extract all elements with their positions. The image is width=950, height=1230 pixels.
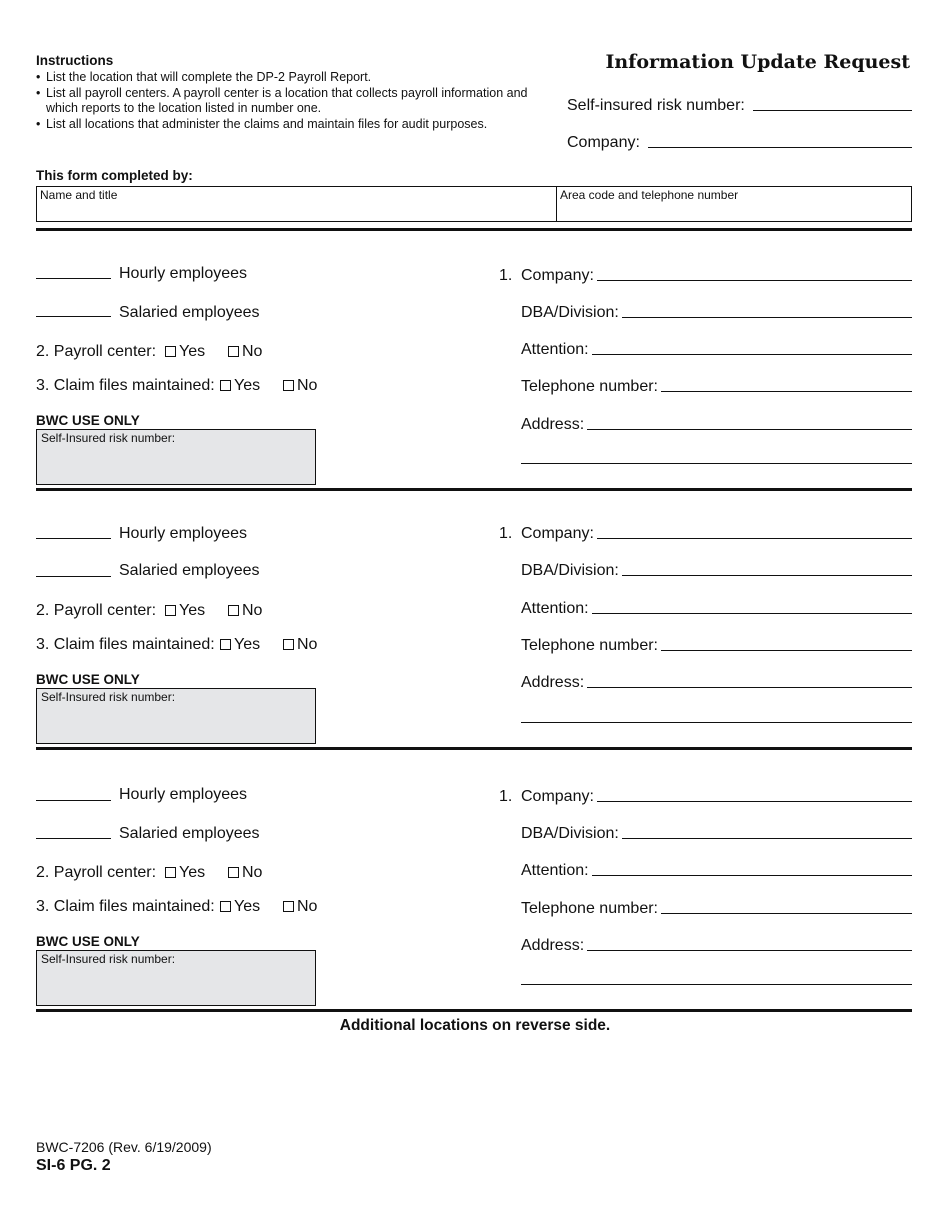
dba-line[interactable] [622,317,912,318]
dba-label: DBA/Division: [521,562,619,579]
hourly-label: Hourly employees [119,525,248,542]
attention-field[interactable] [521,341,912,359]
claim-no-checkbox[interactable] [283,380,294,391]
address-line-2[interactable] [521,984,912,985]
bwc-risk-number-box [36,950,316,1006]
name-title-label: Name and title [40,188,118,202]
attention-line[interactable] [592,354,912,355]
bwc-risk-number-box [36,429,316,485]
company-label: Company: [521,788,594,805]
address-line[interactable] [587,429,912,430]
bwc-risk-number-box [36,688,316,744]
claim-yes-checkbox[interactable] [220,901,231,912]
page-number: SI-6 PG. 2 [36,1157,111,1174]
hourly-label: Hourly employees [119,265,248,282]
name-title-cell[interactable] [37,187,557,221]
salaried-count-line[interactable] [36,316,111,317]
divider [36,1009,912,1012]
item-number-one: 1. [499,267,513,284]
attention-label: Attention: [521,600,589,617]
telephone-label: Telephone number: [521,900,658,917]
page-title: Information Update Request [605,51,910,73]
bwc-risk-number-label: Self-Insured risk number: [41,431,176,445]
payroll-center-label: 2. Payroll center: [36,864,157,881]
payroll-yes-option[interactable]: Yes [165,864,205,882]
instruction-item: • List all payroll centers. A payroll center is a location that collects payroll information and which reports to the location listed in number one. [36,86,546,117]
bwc-use-only-label: BWC USE ONLY [36,413,140,428]
dba-label: DBA/Division: [521,304,619,321]
company-label: Company: [521,267,594,284]
header-company-label: Company: [567,134,640,151]
hourly-label: Hourly employees [119,786,248,803]
attention-line[interactable] [592,613,912,614]
instruction-item: • List all locations that administer the claims and maintain files for audit purposes. [36,117,546,133]
payroll-no-option[interactable]: No [228,864,262,882]
telephone-line[interactable] [661,913,912,914]
payroll-yes-option[interactable]: Yes [165,343,205,361]
payroll-yes-checkbox[interactable] [165,605,176,616]
salaried-label: Salaried employees [119,825,260,842]
divider [36,488,912,491]
payroll-yes-option[interactable]: Yes [165,602,205,620]
company-field[interactable] [521,788,912,806]
attention-label: Attention: [521,341,589,358]
attention-field[interactable] [521,862,912,880]
claim-files-label: 3. Claim files maintained: [36,636,215,653]
risk-number-field[interactable] [567,97,912,115]
claim-no-option[interactable]: No [283,898,317,916]
telephone-field[interactable] [521,378,912,396]
claim-no-checkbox[interactable] [283,639,294,650]
dba-label: DBA/Division: [521,825,619,842]
phone-label: Area code and telephone number [560,188,739,202]
payroll-center-label: 2. Payroll center: [36,602,157,619]
address-field[interactable] [521,937,912,955]
dba-field[interactable] [521,825,912,843]
hourly-count-line[interactable] [36,800,111,801]
divider [36,228,912,231]
completed-by-label: This form completed by: [36,168,193,183]
salaried-label: Salaried employees [119,562,260,579]
address-field[interactable] [521,416,912,434]
claim-files-label: 3. Claim files maintained: [36,377,215,394]
telephone-label: Telephone number: [521,378,658,395]
dba-field[interactable] [521,304,912,322]
additional-locations-note: Additional locations on reverse side. [339,1017,611,1034]
claim-files-label: 3. Claim files maintained: [36,898,215,915]
item-number-one: 1. [499,788,513,805]
payroll-no-checkbox[interactable] [228,346,239,357]
instructions-list [36,70,546,132]
telephone-field[interactable] [521,900,912,918]
address-line[interactable] [587,950,912,951]
salaried-count-line[interactable] [36,838,111,839]
claim-no-checkbox[interactable] [283,901,294,912]
hourly-count-line[interactable] [36,538,111,539]
address-label: Address: [521,674,585,691]
completed-by-box [36,186,912,222]
company-label: Company: [521,525,594,542]
company-line[interactable] [597,280,912,281]
company-line[interactable] [597,801,912,802]
payroll-no-option[interactable]: No [228,602,262,620]
payroll-no-checkbox[interactable] [228,605,239,616]
dba-line[interactable] [622,838,912,839]
claim-yes-option[interactable]: Yes [220,377,260,395]
company-field[interactable] [521,525,912,543]
instructions-title: Instructions [36,53,114,68]
header-company-field[interactable] [567,134,912,152]
attention-line[interactable] [592,875,912,876]
address-label: Address: [521,416,585,433]
bwc-risk-number-label: Self-Insured risk number: [41,952,176,966]
attention-label: Attention: [521,862,589,879]
telephone-line[interactable] [661,650,912,651]
item-number-one: 1. [499,525,513,542]
company-field[interactable] [521,267,912,285]
claim-yes-checkbox[interactable] [220,639,231,650]
address-line-2[interactable] [521,722,912,723]
payroll-center-label: 2. Payroll center: [36,343,157,360]
divider [36,747,912,750]
address-line[interactable] [587,687,912,688]
telephone-line[interactable] [661,391,912,392]
salaried-count-line[interactable] [36,576,111,577]
claim-no-option[interactable]: No [283,636,317,654]
risk-number-line[interactable] [753,109,912,111]
telephone-field[interactable] [521,637,912,655]
form-number: BWC-7206 (Rev. 6/19/2009) [36,1139,212,1155]
address-line-2[interactable] [521,463,912,464]
dba-field[interactable] [521,562,912,580]
attention-field[interactable] [521,600,912,618]
phone-cell[interactable] [557,187,911,221]
telephone-label: Telephone number: [521,637,658,654]
header-company-line[interactable] [648,146,912,148]
address-field[interactable] [521,674,912,692]
instruction-item: • List the location that will complete the DP-2 Payroll Report. [36,70,546,86]
dba-line[interactable] [622,575,912,576]
claim-yes-option[interactable]: Yes [220,898,260,916]
claim-yes-option[interactable]: Yes [220,636,260,654]
hourly-count-line[interactable] [36,278,111,279]
bwc-use-only-label: BWC USE ONLY [36,934,140,949]
payroll-yes-checkbox[interactable] [165,346,176,357]
bwc-risk-number-label: Self-Insured risk number: [41,690,176,704]
claim-yes-checkbox[interactable] [220,380,231,391]
address-label: Address: [521,937,585,954]
payroll-no-checkbox[interactable] [228,867,239,878]
bwc-use-only-label: BWC USE ONLY [36,672,140,687]
company-line[interactable] [597,538,912,539]
payroll-no-option[interactable]: No [228,343,262,361]
risk-number-label: Self-insured risk number: [567,97,745,114]
salaried-label: Salaried employees [119,304,260,321]
payroll-yes-checkbox[interactable] [165,867,176,878]
claim-no-option[interactable]: No [283,377,317,395]
